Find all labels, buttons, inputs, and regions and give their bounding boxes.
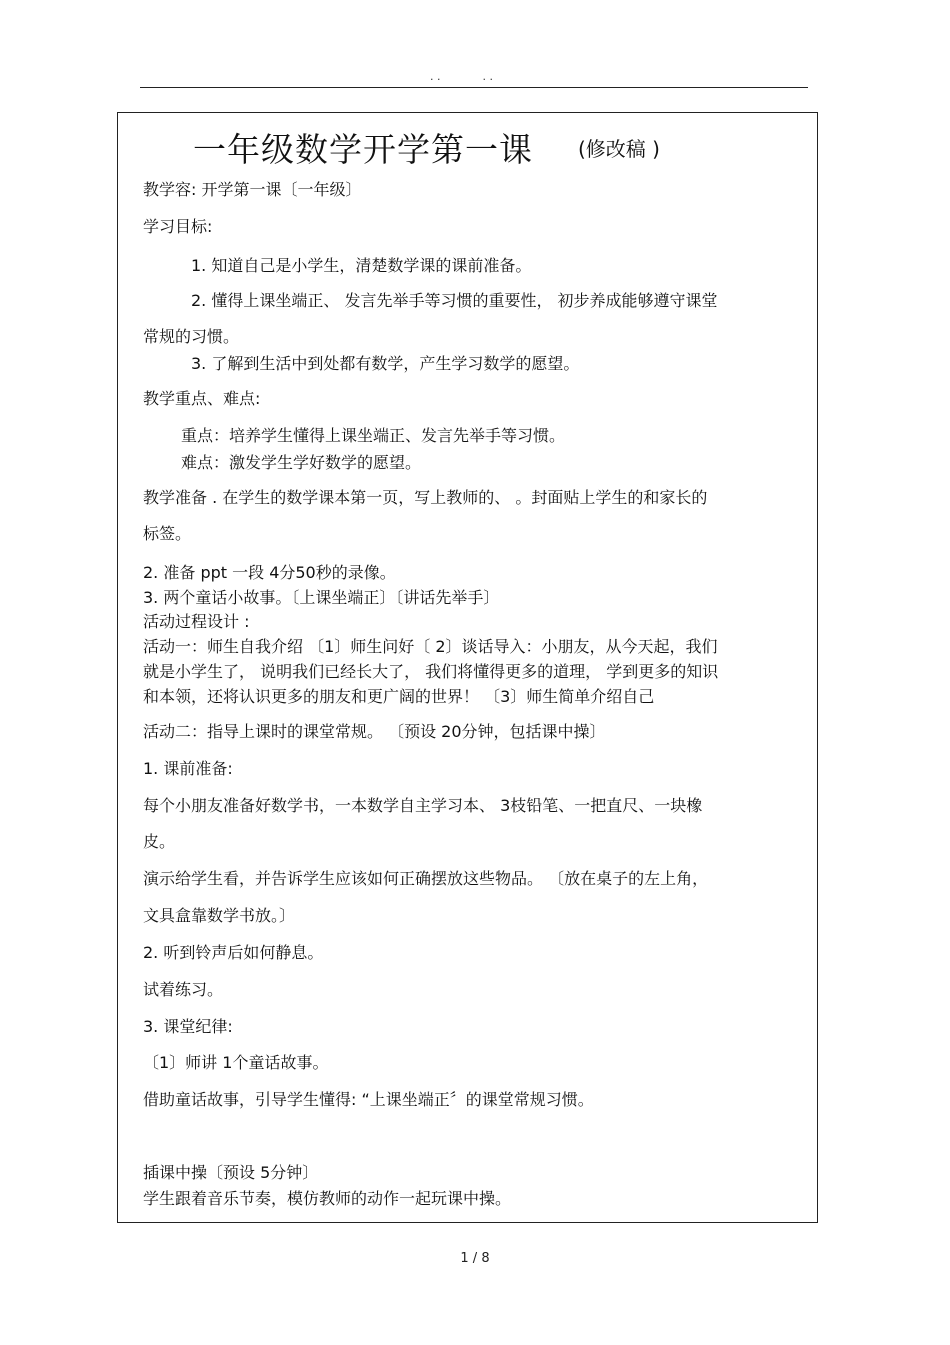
key-points-heading: 教学重点、难点: xyxy=(143,389,261,408)
preparation-line: 教学准备 . 在学生的数学课本第一页，写上教师的、 。封面贴上学生的和家长的 xyxy=(143,488,708,507)
preparation-line-cont: 标签。 xyxy=(143,524,192,543)
teaching-content-line: 教学容: 开学第一课〔一年级〕 xyxy=(143,180,362,199)
preparation-item-3: 3. 两个童话小故事。〔上课坐端正〕〔讲话先举手〕 xyxy=(143,588,500,607)
learning-goals-heading: 学习目标: xyxy=(143,217,213,236)
preparation-item-2: 2. 准备 ppt 一段 4分50秒的录像。 xyxy=(143,563,396,582)
header-marks: . . . . xyxy=(430,70,493,83)
activity-two-line: 活动二：指导上课时的课堂常规。 〔预设 20分钟，包括课中操〕 xyxy=(143,722,606,741)
goal-item-2: 2. 懂得上课坐端正、 发言先举手等习惯的重要性， 初步养成能够遵守课堂 xyxy=(191,291,718,310)
bell-silence-line: 2. 听到铃声后如何静息。 xyxy=(143,943,324,962)
story-line: 〔1〕师讲 1个童话故事。 xyxy=(143,1053,329,1072)
document-subtitle: (修改稿 ) xyxy=(578,137,660,161)
header-rule xyxy=(140,87,808,88)
goal-item-2-cont: 常规的习惯。 xyxy=(143,327,240,346)
activity-design-heading: 活动过程设计 : xyxy=(143,612,250,631)
discipline-heading: 3. 课堂纪律: xyxy=(143,1017,233,1036)
activity-one-line-1: 活动一：师生自我介绍 〔1〕师生问好〔 2〕谈话导入：小朋友，从今天起，我们 xyxy=(143,637,718,656)
practice-line: 试着练习。 xyxy=(143,980,224,999)
goal-item-1: 1. 知道自己是小学生，清楚数学课的课前准备。 xyxy=(191,256,532,275)
page-number: 1 / 8 xyxy=(460,1251,490,1266)
pre-class-prep-line-cont: 皮。 xyxy=(143,832,176,851)
mid-class-exercise-heading: 插课中操〔预设 5分钟〕 xyxy=(143,1163,319,1182)
key-point-line: 重点：培养学生懂得上课坐端正、发言先举手等习惯。 xyxy=(181,426,566,445)
mid-class-exercise-line: 学生跟着音乐节奏，模仿教师的动作一起玩课中操。 xyxy=(143,1189,512,1208)
difficulty-line: 难点：激发学生学好数学的愿望。 xyxy=(181,453,422,472)
pre-class-prep-heading: 1. 课前准备: xyxy=(143,759,233,778)
demonstration-line-cont: 文具盒靠数学书放。〕 xyxy=(143,906,296,925)
activity-one-line-3: 和本领，还将认识更多的朋友和更广阔的世界！ 〔3〕师生简单介绍自己 xyxy=(143,687,655,706)
goal-item-3: 3. 了解到生活中到处都有数学，产生学习数学的愿望。 xyxy=(191,354,580,373)
pre-class-prep-line: 每个小朋友准备好数学书，一本数学自主学习本、 3枝铅笔、一把直尺、一块橡 xyxy=(143,796,703,815)
demonstration-line: 演示给学生看，并告诉学生应该如何正确摆放这些物品。 〔放在桌子的左上角， xyxy=(143,869,709,888)
activity-one-line-2: 就是小学生了， 说明我们已经长大了， 我们将懂得更多的道理， 学到更多的知识 xyxy=(143,662,719,681)
document-title: 一年级数学开学第一课 xyxy=(193,130,533,169)
story-guidance-line: 借助童话故事，引导学生懂得: “上课坐端正〞的课堂常规习惯。 xyxy=(143,1090,594,1109)
